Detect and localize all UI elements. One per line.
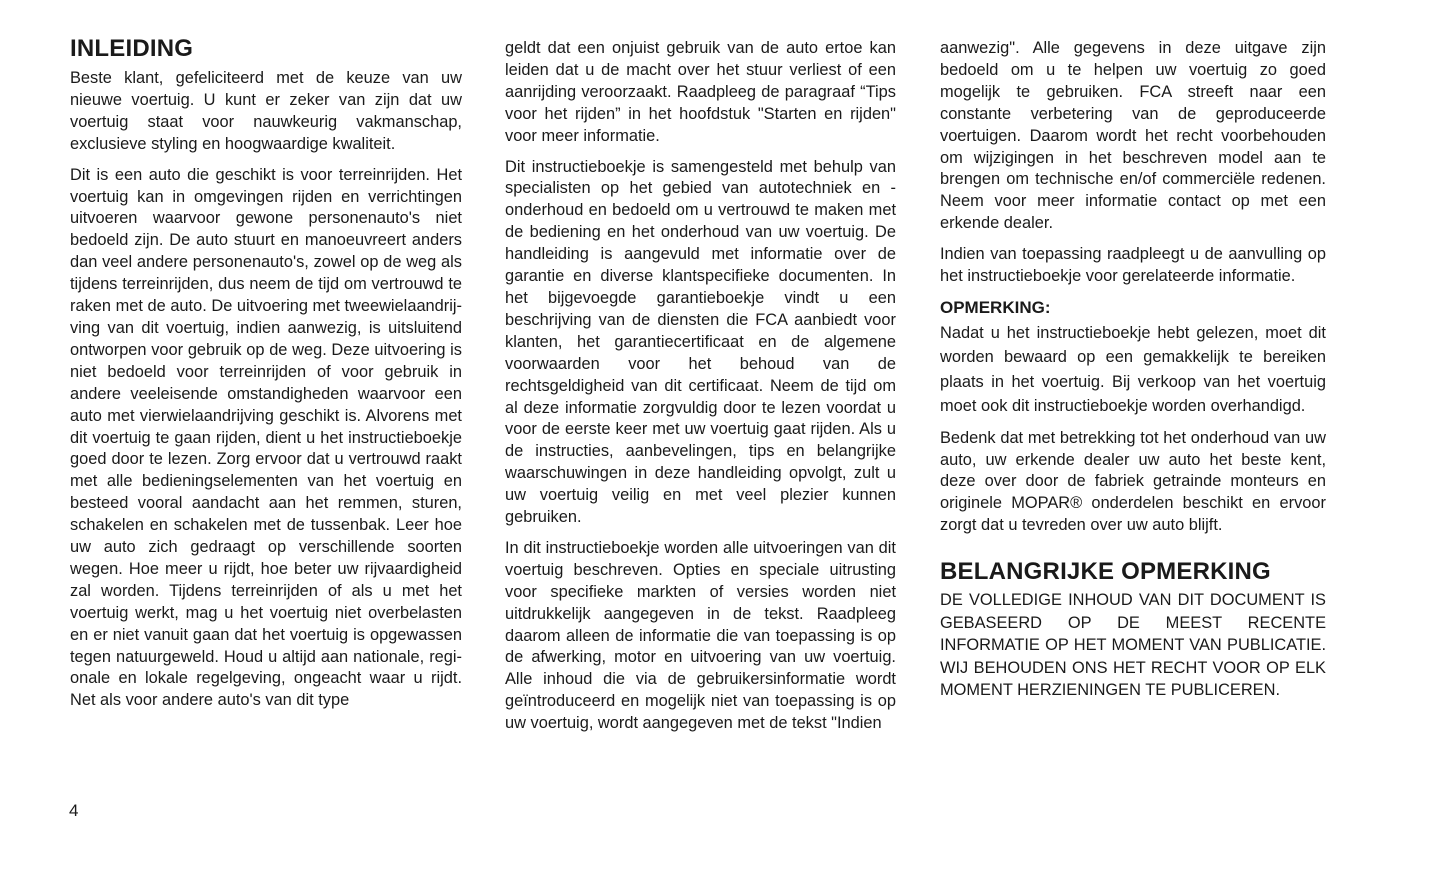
important-text: DE VOLLEDIGE INHOUD VAN DIT DOCUMENT IS GEBASEERD OP DE MEEST RECENTE INFORMATIE OP HET MOMENT VAN PUBLICATIE. WIJ BEHOUDEN ONS HET RECHT VOOR OP ELK MOMENT HERZIENINGEN TE PUBLICEREN.	[940, 591, 1326, 700]
paragraph: Indien van toepassing raadpleegt u de aanvulling op het instructieboekje voor gerelateerde informatie.	[940, 245, 1326, 286]
page-number: 4	[69, 801, 79, 820]
column-left	[70, 34, 462, 721]
column-right	[940, 38, 1326, 711]
paragraph: Bedenk dat met betrekking tot het onderhoud van uw auto, uw erkende dealer uw auto het beste kent, deze over door de fabriek getrainde monteurs en originele MOPAR® onderdelen beschikt en ervoor zorgt dat u tevreden over uw auto blijft.	[940, 428, 1326, 535]
paragraph: Dit is een auto die geschikt is voor terreinrijden. Het voertuig kan in omgevingen rijden en verrichtingen uitvoeren waarvoor gewone personenauto's niet bedoeld zijn. De auto stuurt en manoeuvreert anders dan veel andere personenauto's, zowel op de weg als tijdens terreinrijden, dus neem de tijd om vertrouwd te raken met de auto. De uitvoering met tweewielaandrijving van dit voertuig, indien aanwezig, is uitsluitend ontworpen voor gebruik op de weg. Deze uitvoering is niet bedoeld voor terreinrijden of voor gebruik in andere veeleisende omstandigheden waarvoor een auto met vierwielaandrijving geschikt is. Alvorens met dit voertuig te gaan rijden, dient u het instructieboekje goed door te lezen. Zorg ervoor dat u vertrouwd raakt met alle bedieningselementen van het voertuig en besteed vooral aandacht aan het remmen, sturen, schakelen en schakelen met de tussenbak. Leer hoe uw auto zich gedraagt op verschillende soorten wegen. Hoe meer u rijdt, hoe beter uw rijvaardigheid zal worden. Tijdens terreinrijden of als u met het voertuig werkt, mag u het voertuig niet overbelasten en er niet vanuit gaan dat het voertuig is opgewassen tegen natuurgeweld. Houd u altijd aan nationale, regionale en lokale regelgeving, ongeacht waar u rijdt. Net als voor andere auto's van dit type	[70, 165, 462, 710]
paragraph: Dit instructieboekje is samengesteld met behulp van specialisten op het gebied van autotechniek en -onderhoud en bedoeld om u vertrouwd te maken met de bediening en het onderhoud van uw voertuig. De handleiding is aangevuld met informatie over de garantie en diverse klantspecifieke documenten. In het bijgevoegde garantieboekje vindt u een beschrijving van de diensten die FCA aanbiedt voor klanten, het garantiecertificaat en de algemene voorwaarden voor het behoud van de rechtsgeldigheid van dit certificaat. Neem de tijd om al deze informatie zorgvuldig door te lezen voordat u voor de eerste keer met uw voertuig gaat rijden. Als u de instructies, aanbevelingen, tips en belangrijke waarschuwingen in deze handleiding opvolgt, zult u uw voertuig veilig en met veel plezier kunnen gebruiken.	[505, 157, 896, 527]
section-heading-inleiding: INLEIDING	[70, 35, 194, 62]
column-middle	[505, 38, 896, 744]
paragraph: Beste klant, gefeliciteerd met de keuze van uw nieuwe voertuig. U kunt er zeker van zijn dat uw voertuig staat voor nauwkeurig vakmanschap, exclusieve styling en hoogwaardige kwaliteit.	[70, 69, 462, 153]
section-heading-important: BELANGRIJKE OPMERKING	[940, 558, 1271, 586]
note-heading: OPMERKING:	[940, 297, 1051, 317]
note-text: Nadat u het instructieboekje hebt gelezen, moet dit worden bewaard op een gemakkelijk te bereiken plaats in het voertuig. Bij verkoop van het voertuig moet ook dit instructieboekje worden overhandigd.	[940, 323, 1326, 416]
paragraph: aanwezig". Alle gegevens in deze uitgave zijn bedoeld om u te helpen uw voertuig zo goed mogelijk te gebruiken. FCA streeft naar een constante verbetering van de geproduceerde voertuigen. Daarom wordt het recht voorbehouden om wijzigingen in het beschreven model aan te brengen om technische en/of commerciële redenen. Neem voor meer informatie contact op met een erkende dealer.	[940, 39, 1326, 233]
paragraph: In dit instructieboekje worden alle uitvoeringen van dit voertuig beschreven. Opties en speciale uitrusting voor specifieke markten of versies worden niet uitdrukkelijk aangegeven in de tekst. Raadpleeg daarom alleen de informatie die van toepassing is op de afwerking, motor en uitvoering van uw voertuig. Alle inhoud die via de gebruikersinformatie wordt geïntroduceerd en mogelijk niet van toepassing is op uw voertuig, wordt aangegeven met de tekst "Indien	[505, 538, 896, 733]
paragraph: geldt dat een onjuist gebruik van de auto ertoe kan leiden dat u de macht over het stuur verliest of een aanrijding veroorzaakt. Raadpleeg de paragraaf “Tips voor het rijden” in het hoofdstuk "Starten en rijden" voor meer informatie.	[505, 39, 896, 145]
